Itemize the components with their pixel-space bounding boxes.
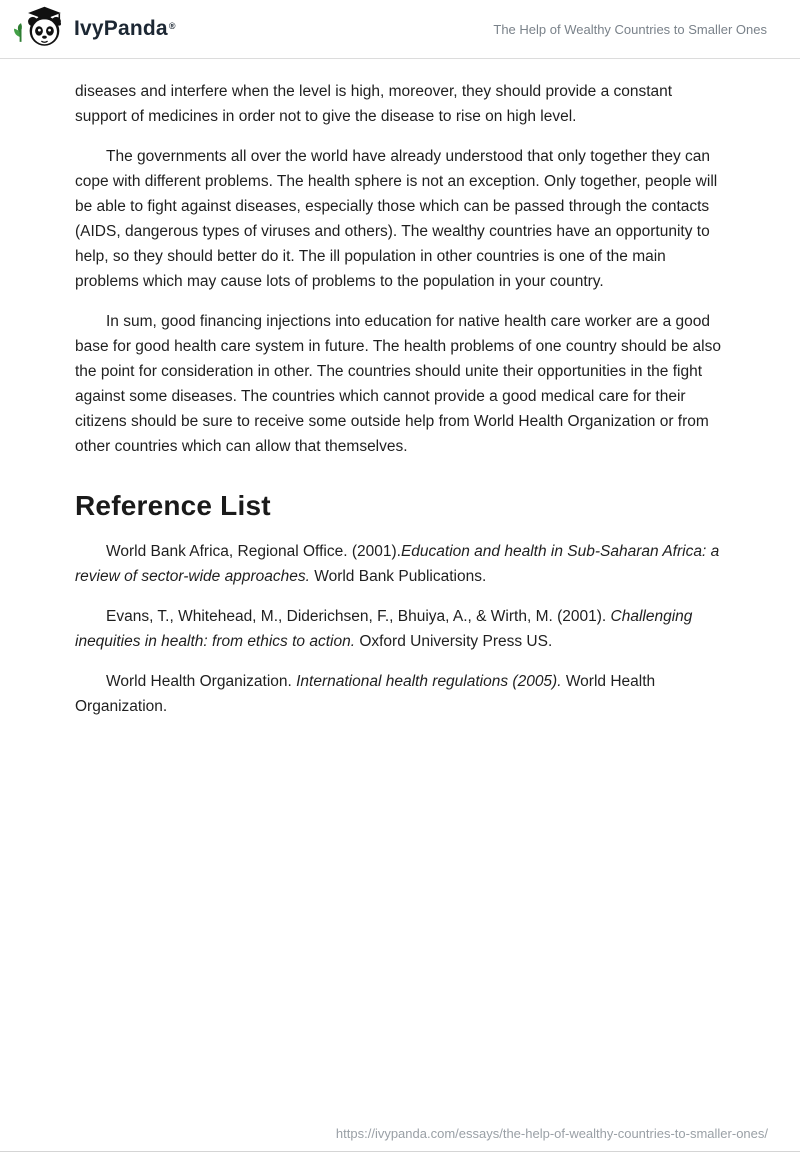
reference-title: Challenging inequities in health: from ethics to action. bbox=[75, 608, 693, 650]
source-url: https://ivypanda.com/essays/the-help-of-wealthy-countries-to-smaller-ones/ bbox=[335, 1126, 768, 1141]
logo-wordmark bbox=[74, 17, 175, 41]
essay-paragraph: The governments all over the world have already understood that only together they can cope with different problems. The health sphere is not an exception. Only together, people will be able to fight against diseases, especially those which can be passed through the contacts (AIDS, dangerous types of viruses and others). The wealthy countries have an opportunity to help, so they should better do it. The ill population in other countries is one of the main problems which may cause lots of problems to the population in your country. bbox=[75, 148, 718, 290]
ivypanda-logo-icon bbox=[14, 2, 64, 57]
ivypanda-logo-link[interactable] bbox=[14, 2, 175, 57]
registered-mark: ® bbox=[168, 20, 176, 31]
reference-list-heading: Reference List bbox=[75, 490, 271, 521]
site-footer bbox=[0, 1126, 800, 1160]
reference-item bbox=[75, 604, 725, 654]
footer-divider bbox=[0, 1151, 800, 1160]
essay-paragraph: diseases and interfere when the level is high, moreover, they should provide a constant support of medicines in order not to give the disease to rise on high level. bbox=[75, 83, 673, 125]
logo-text: IvyPanda bbox=[74, 17, 168, 40]
reference-publisher: World Bank Publications. bbox=[309, 568, 487, 585]
reference-publisher: World Health Organization. bbox=[75, 673, 656, 715]
reference-title: International health regulations (2005). bbox=[296, 673, 562, 690]
reference-item bbox=[75, 669, 725, 719]
reference-publisher: Oxford University Press US. bbox=[355, 633, 553, 650]
reference-authors: World Health Organization. bbox=[106, 673, 297, 690]
reference-item bbox=[75, 539, 725, 589]
reference-authors: Evans, T., Whitehead, M., Diderichsen, F., Bhuiya, A., & Wirth, M. (2001). bbox=[106, 608, 611, 625]
reference-authors: World Bank Africa, Regional Office. (2001). bbox=[106, 543, 401, 560]
reference-title: Education and health in Sub-Saharan Africa: a review of sector-wide approaches. bbox=[75, 543, 720, 585]
essay-paragraph: In sum, good financing injections into education for native health care worker are a good base for good health care system in future. The health problems of one country should be also the point for consideration in other. The countries should unite their opportunities in the fight against some diseases. The countries which cannot provide a good medical care for their citizens should be sure to receive some outside help from World Health Organization or from other countries which can allow that themselves. bbox=[75, 313, 721, 455]
page-title: The Help of Wealthy Countries to Smaller Ones bbox=[493, 21, 767, 37]
site-header bbox=[0, 0, 800, 59]
essay-content bbox=[0, 59, 800, 719]
